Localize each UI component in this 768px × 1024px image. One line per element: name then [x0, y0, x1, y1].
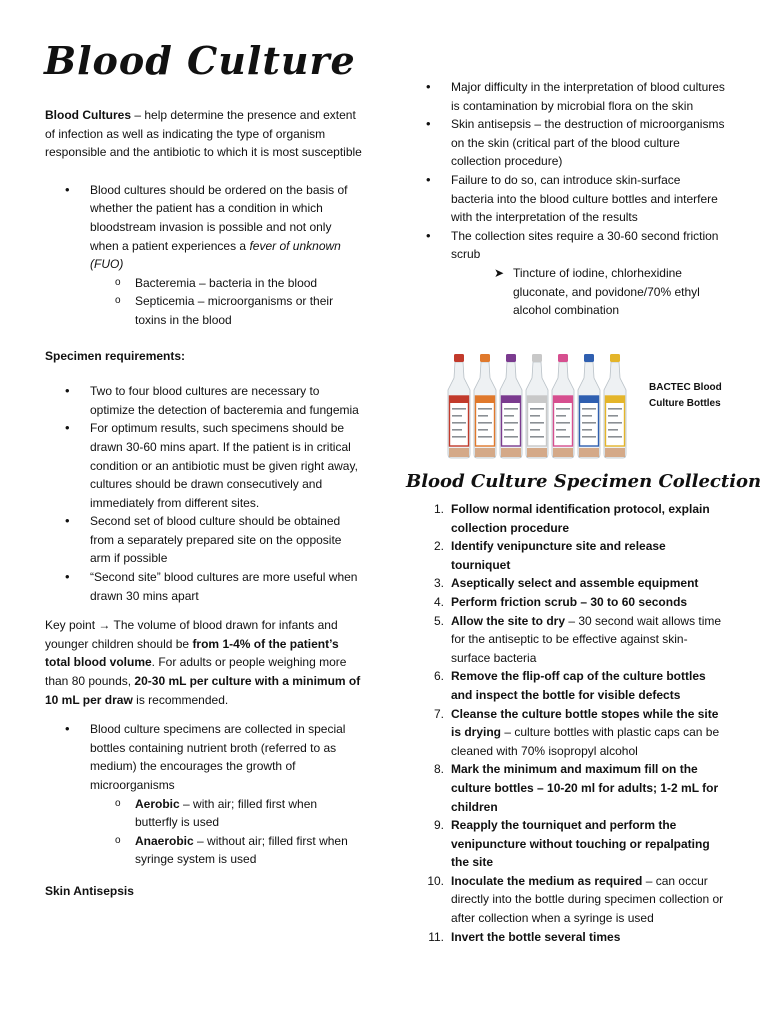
blood-culture-bottle — [448, 354, 470, 458]
intro-paragraph: Blood Cultures – help determine the presence and extent of infection as well as indicating the type of organism responsible and the antibiotic to which it is most susceptible — [45, 108, 362, 160]
left-column — [45, 106, 363, 901]
list-item: • Blood cultures should be ordered on the basis of whether the patient has a condition in which bloodstream invasion is possible and not only when a patient experiences a fever of unknown (FUO) o Bacteremia – bacteria in the blood o Septicemia – microorganisms or their toxins in the blood — [45, 181, 363, 330]
step-item: 10. Inoculate the medium as required – can occur directly into the bottle during specimen collection or after collection when a syringe is used — [427, 873, 724, 926]
list-item: • Skin antisepsis – the destruction of microorganisms on the skin (critical part of the blood culture collection procedure) — [406, 115, 726, 171]
step-item: 7. Cleanse the culture bottle stopes while the site is drying – culture bottles with plastic caps can be cleaned with 70% isopropyl alcohol — [433, 706, 720, 758]
bottles-illustration — [444, 352, 644, 460]
list-item: • Two to four blood cultures are necessary to optimize the detection of bacteremia and fungemia — [45, 382, 363, 419]
right-column-bottom — [406, 500, 726, 946]
blood-culture-bottle — [604, 354, 626, 458]
step-item: 6. Remove the flip-off cap of the culture bottles and inspect the bottle for visible defects — [433, 669, 706, 702]
figure-caption: BACTEC Blood Culture Bottles — [649, 382, 722, 409]
sub-list — [45, 274, 363, 330]
key-point-paragraph: Key point → The volume of blood drawn for infants and younger children should be from 1-4% of the patient’s total blood volume. For adults or people weighing more than 80 pounds, 20-30 mL per culture with a minimum of 10 mL per draw is recommended. — [45, 618, 361, 707]
bullet-list-specimen — [45, 382, 363, 605]
blood-culture-bottle — [474, 354, 496, 458]
arrow-list-item: ➤ Tincture of iodine, chlorhexidine gluconate, and povidone/70% ethyl alcohol combination — [494, 265, 700, 318]
blood-culture-bottle — [552, 354, 574, 458]
arrow-bullet-icon: ➤ — [494, 265, 505, 280]
list-item: • Major difficulty in the interpretation of blood cultures is contamination by microbial flora on the skin — [406, 78, 726, 115]
right-column-top — [406, 78, 726, 320]
bullet-list-antisepsis — [406, 78, 726, 264]
sub-list — [45, 795, 363, 869]
list-item: • Second set of blood culture should be obtained from a separately prepared site on the opposite arm if possible — [45, 512, 363, 568]
bullet-list-ordering — [45, 181, 363, 330]
sub-list-item: o Aerobic – with air; filled first when butterfly is used — [45, 795, 363, 832]
bullet-list-bottles — [45, 720, 363, 869]
step-item: 5. Allow the site to dry – 30 second wait allows time for the antiseptic to be effective against skin-surface bacteria — [433, 613, 722, 665]
specimen-heading: Specimen requirements: — [45, 348, 186, 363]
list-item: • “Second site” blood cultures are more useful when drawn 30 mins apart — [45, 568, 363, 605]
sub-list-item: o Anaerobic – without air; filled first when syringe system is used — [45, 832, 363, 869]
page-title: Blood Culture — [44, 38, 356, 83]
bactec-bottles-image — [444, 352, 644, 460]
step-item: 2. Identify venipuncture site and release tourniquet — [433, 539, 666, 572]
list-item: • Failure to do so, can introduce skin-surface bacteria into the blood culture bottles and interfere with the interpretation of the results — [406, 171, 726, 227]
blood-culture-bottle — [500, 354, 522, 458]
step-item: 3. Aseptically select and assemble equipment — [433, 576, 699, 591]
step-item: 11. Invert the bottle several times — [428, 929, 621, 944]
step-item: 1. Follow normal identification protocol, explain collection procedure — [433, 502, 710, 535]
step-item: 9. Reapply the tourniquet and perform the venipuncture without touching or repalpating the site — [433, 818, 710, 870]
list-item: • For optimum results, such specimens should be drawn 30-60 mins apart. If the patient is in critical condition or an antibiotic must be given right away, cultures should be drawn consecutively and immediately from different sites. — [45, 419, 363, 512]
list-item: • Blood culture specimens are collected in special bottles containing nutrient broth (referred to as medium) the encourages the growth of microorganisms o Aerobic – with air; filled first when butterfly is used o Anaerobic – without air; filled first when syringe system is used — [45, 720, 363, 869]
sub-list-item: o Septicemia – microorganisms or their toxins in the blood — [45, 292, 363, 329]
section-title: Blood Culture Specimen Collection — [406, 471, 762, 492]
skin-antisepsis-heading: Skin Antisepsis — [45, 883, 134, 898]
sub-list-item: o Bacteremia – bacteria in the blood — [45, 274, 363, 293]
blood-culture-bottle — [526, 354, 548, 458]
step-item: 4. Perform friction scrub – 30 to 60 seconds — [433, 594, 688, 609]
step-item: 8. Mark the minimum and maximum fill on the culture bottles – 10-20 ml for adults; 1-2 mL for children — [433, 762, 719, 814]
collection-steps-list — [406, 500, 726, 946]
intro-term: Blood Cultures — [45, 108, 131, 122]
list-item: • The collection sites require a 30-60 second friction scrub — [406, 227, 726, 264]
blood-culture-bottle — [578, 354, 600, 458]
